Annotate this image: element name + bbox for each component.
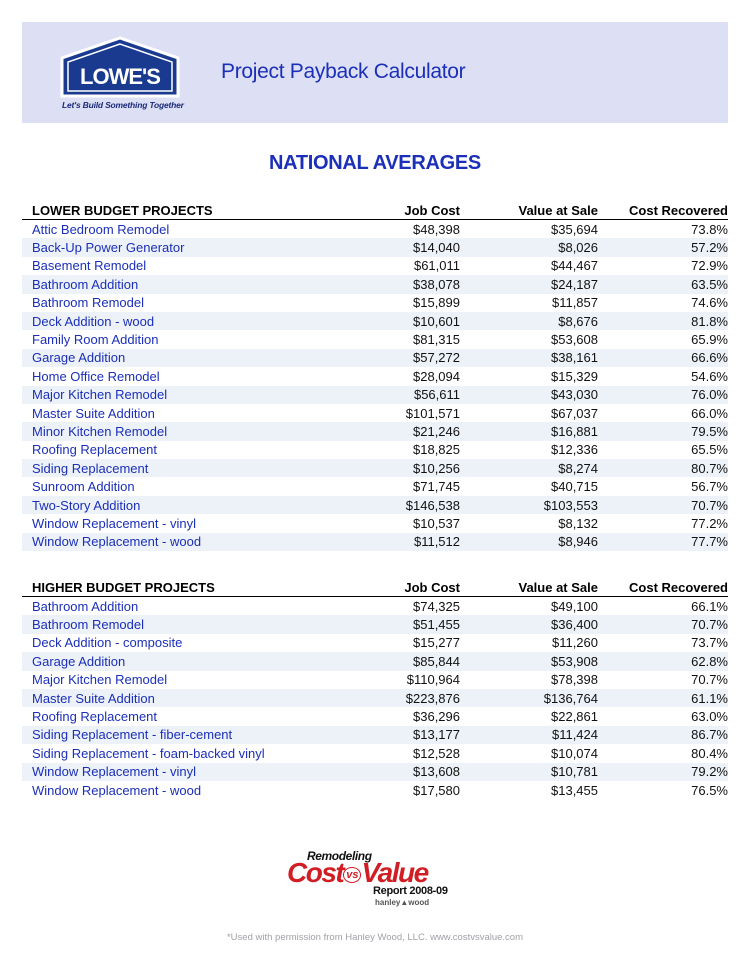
- cost-recovered-cell: 73.8%: [691, 221, 728, 237]
- section-heading: NATIONAL AVERAGES: [269, 152, 481, 174]
- project-link[interactable]: Window Replacement - vinyl: [32, 515, 197, 531]
- project-link[interactable]: Basement Remodel: [32, 258, 147, 274]
- value-at-sale-cell: $24,187: [551, 276, 598, 292]
- project-link[interactable]: Bathroom Addition: [32, 598, 139, 614]
- column-header-cost-recovered: Cost Recovered: [629, 580, 728, 595]
- job-cost-cell: $28,094: [413, 368, 460, 384]
- job-cost-cell: $51,455: [413, 617, 460, 633]
- cost-recovered-cell: 63.5%: [691, 276, 728, 292]
- column-header-value-at-sale: Value at Sale: [518, 203, 598, 218]
- cost-recovered-cell: 80.7%: [691, 460, 728, 476]
- job-cost-cell: $14,040: [413, 240, 460, 256]
- project-link[interactable]: Two-Story Addition: [32, 497, 141, 513]
- value-at-sale-cell: $22,861: [551, 709, 598, 725]
- project-link[interactable]: Master Suite Addition: [32, 690, 155, 706]
- cost-recovered-cell: 77.2%: [691, 515, 728, 531]
- table-row: [22, 441, 728, 459]
- cost-recovered-cell: 70.7%: [691, 497, 728, 513]
- logo-report-year: Report 2008-09: [373, 885, 448, 897]
- value-at-sale-cell: $10,781: [551, 764, 598, 780]
- lower-budget-table: [22, 202, 728, 551]
- table-row: [22, 422, 728, 440]
- table-row: [22, 367, 728, 385]
- value-at-sale-cell: $8,026: [558, 240, 598, 256]
- project-link[interactable]: Attic Bedroom Remodel: [32, 221, 170, 237]
- cost-recovered-cell: 73.7%: [691, 635, 728, 651]
- cost-vs-value-logo[interactable]: [287, 849, 463, 909]
- header-band: [22, 22, 728, 123]
- table-row: [22, 459, 728, 477]
- logo-hanley-wood: hanley▲wood: [375, 898, 430, 907]
- cost-recovered-cell: 72.9%: [691, 258, 728, 274]
- higher-budget-table: [22, 579, 728, 799]
- project-link[interactable]: Window Replacement - wood: [32, 534, 202, 550]
- table-row: [22, 689, 728, 707]
- column-header-value-at-sale: Value at Sale: [518, 580, 598, 595]
- project-link[interactable]: Deck Addition - composite: [32, 635, 183, 651]
- job-cost-cell: $57,272: [413, 350, 460, 366]
- value-at-sale-cell: $67,037: [551, 405, 598, 421]
- table-row: [22, 312, 728, 330]
- group-heading: HIGHER BUDGET PROJECTS: [32, 580, 215, 595]
- job-cost-cell: $110,964: [406, 672, 460, 688]
- project-link[interactable]: Deck Addition - wood: [32, 313, 155, 329]
- value-at-sale-cell: $13,455: [551, 782, 598, 798]
- job-cost-cell: $38,078: [413, 276, 460, 292]
- job-cost-cell: $15,277: [413, 635, 460, 651]
- lowes-logo[interactable]: [58, 36, 182, 116]
- logo-vs: vs: [343, 867, 361, 883]
- value-at-sale-cell: $12,336: [551, 442, 598, 458]
- cost-recovered-cell: 86.7%: [691, 727, 728, 743]
- cost-recovered-cell: 65.5%: [691, 442, 728, 458]
- cost-recovered-cell: 81.8%: [691, 313, 728, 329]
- value-at-sale-cell: $38,161: [551, 350, 598, 366]
- value-at-sale-cell: $11,424: [551, 727, 598, 743]
- cost-recovered-cell: 80.4%: [691, 745, 728, 761]
- logo-value: Value: [361, 857, 428, 888]
- job-cost-cell: $101,571: [405, 405, 460, 421]
- cost-recovered-cell: 79.5%: [691, 423, 728, 439]
- value-at-sale-cell: $43,030: [551, 387, 598, 403]
- job-cost-cell: $12,528: [413, 745, 460, 761]
- project-link[interactable]: Bathroom Remodel: [32, 295, 144, 311]
- project-link[interactable]: Siding Replacement - foam-backed vinyl: [32, 745, 265, 761]
- cost-recovered-cell: 63.0%: [691, 709, 728, 725]
- project-link[interactable]: Garage Addition: [32, 350, 126, 366]
- cost-recovered-cell: 74.6%: [691, 295, 728, 311]
- value-at-sale-cell: $49,100: [551, 598, 598, 614]
- job-cost-cell: $48,398: [413, 221, 460, 237]
- job-cost-cell: $74,325: [413, 598, 460, 614]
- project-link[interactable]: Window Replacement - wood: [32, 782, 202, 798]
- permission-note: *Used with permission from Hanley Wood, LLC. www.costvsvalue.com: [226, 932, 524, 943]
- table-row: [22, 652, 728, 670]
- cost-recovered-cell: 70.7%: [691, 617, 728, 633]
- table-row: [22, 404, 728, 422]
- job-cost-cell: $21,246: [413, 423, 460, 439]
- table-body: [22, 220, 728, 551]
- project-link[interactable]: Window Replacement - vinyl: [32, 764, 197, 780]
- value-at-sale-cell: $16,881: [551, 423, 598, 439]
- value-at-sale-cell: $11,260: [551, 635, 598, 651]
- cost-recovered-cell: 62.8%: [691, 653, 728, 669]
- job-cost-cell: $223,876: [405, 690, 460, 706]
- job-cost-cell: $81,315: [413, 332, 460, 348]
- value-at-sale-cell: $10,074: [551, 745, 598, 761]
- job-cost-cell: $61,011: [413, 258, 460, 274]
- table-row: [22, 781, 728, 799]
- value-at-sale-cell: $78,398: [551, 672, 598, 688]
- value-at-sale-cell: $8,946: [558, 534, 598, 550]
- job-cost-cell: $10,256: [413, 460, 460, 476]
- cost-recovered-cell: 54.6%: [691, 368, 728, 384]
- table-row: [22, 330, 728, 348]
- job-cost-cell: $17,580: [413, 782, 460, 798]
- value-at-sale-cell: $44,467: [551, 258, 598, 274]
- group-heading: LOWER BUDGET PROJECTS: [32, 203, 213, 218]
- job-cost-cell: $146,538: [405, 497, 460, 513]
- value-at-sale-cell: $8,274: [558, 460, 598, 476]
- job-cost-cell: $18,825: [413, 442, 460, 458]
- column-header-job-cost: Job Cost: [404, 580, 460, 595]
- value-at-sale-cell: $8,132: [558, 515, 598, 531]
- table-row: [22, 238, 728, 256]
- job-cost-cell: $56,611: [413, 387, 460, 403]
- table-row: [22, 763, 728, 781]
- job-cost-cell: $15,899: [413, 295, 460, 311]
- project-link[interactable]: Roofing Replacement: [32, 709, 158, 725]
- logo-cost: Cost: [287, 857, 344, 888]
- table-header: [22, 202, 728, 220]
- table-row: [22, 349, 728, 367]
- cost-recovered-cell: 70.7%: [691, 672, 728, 688]
- cost-recovered-cell: 79.2%: [691, 764, 728, 780]
- table-header: [22, 579, 728, 597]
- project-link[interactable]: Master Suite Addition: [32, 405, 155, 421]
- project-link[interactable]: Home Office Remodel: [32, 368, 160, 384]
- value-at-sale-cell: $8,676: [558, 313, 598, 329]
- job-cost-cell: $13,177: [413, 727, 460, 743]
- page-title: Project Payback Calculator: [221, 60, 466, 83]
- value-at-sale-cell: $11,857: [551, 295, 598, 311]
- table-row: [22, 597, 728, 615]
- project-link[interactable]: Roofing Replacement: [32, 442, 158, 458]
- job-cost-cell: $36,296: [413, 709, 460, 725]
- table-row: [22, 275, 728, 293]
- value-at-sale-cell: $35,694: [551, 221, 598, 237]
- project-link[interactable]: Bathroom Addition: [32, 276, 139, 292]
- project-link[interactable]: Garage Addition: [32, 653, 126, 669]
- table-body: [22, 597, 728, 799]
- table-row: [22, 726, 728, 744]
- cost-recovered-cell: 66.1%: [691, 598, 728, 614]
- value-at-sale-cell: $53,908: [551, 653, 598, 669]
- project-link[interactable]: Family Room Addition: [32, 332, 159, 348]
- cost-recovered-cell: 76.0%: [691, 387, 728, 403]
- value-at-sale-cell: $53,608: [551, 332, 598, 348]
- table-row: [22, 671, 728, 689]
- table-row: [22, 294, 728, 312]
- lowes-logo-icon: [58, 36, 182, 98]
- cost-recovered-cell: 77.7%: [691, 534, 728, 550]
- project-link[interactable]: Back-Up Power Generator: [32, 240, 185, 256]
- table-row: [22, 514, 728, 532]
- value-at-sale-cell: $103,553: [543, 497, 598, 513]
- project-link[interactable]: Minor Kitchen Remodel: [32, 423, 168, 439]
- table-row: [22, 707, 728, 725]
- table-row: [22, 496, 728, 514]
- logo-tagline: Let's Build Something Together: [62, 100, 184, 110]
- project-link[interactable]: Siding Replacement: [32, 460, 149, 476]
- value-at-sale-cell: $136,764: [543, 690, 598, 706]
- logo-remodeling: Remodeling: [307, 849, 372, 863]
- table-row: [22, 477, 728, 495]
- value-at-sale-cell: $36,400: [551, 617, 598, 633]
- table-row: [22, 386, 728, 404]
- job-cost-cell: $10,537: [413, 515, 460, 531]
- job-cost-cell: $71,745: [413, 479, 460, 495]
- project-link[interactable]: Siding Replacement - fiber-cement: [32, 727, 233, 743]
- job-cost-cell: $13,608: [413, 764, 460, 780]
- column-header-cost-recovered: Cost Recovered: [629, 203, 728, 218]
- project-link[interactable]: Major Kitchen Remodel: [32, 387, 168, 403]
- cost-recovered-cell: 61.1%: [691, 690, 728, 706]
- job-cost-cell: $11,512: [413, 534, 460, 550]
- project-link[interactable]: Bathroom Remodel: [32, 617, 144, 633]
- job-cost-cell: $10,601: [413, 313, 460, 329]
- job-cost-cell: $85,844: [413, 653, 460, 669]
- cost-recovered-cell: 65.9%: [691, 332, 728, 348]
- cost-recovered-cell: 56.7%: [691, 479, 728, 495]
- column-header-job-cost: Job Cost: [404, 203, 460, 218]
- cost-recovered-cell: 66.0%: [691, 405, 728, 421]
- value-at-sale-cell: $15,329: [551, 368, 598, 384]
- cost-recovered-cell: 76.5%: [691, 782, 728, 798]
- table-row: [22, 533, 728, 551]
- project-link[interactable]: Major Kitchen Remodel: [32, 672, 168, 688]
- cost-recovered-cell: 66.6%: [691, 350, 728, 366]
- table-row: [22, 744, 728, 762]
- project-link[interactable]: Sunroom Addition: [32, 479, 135, 495]
- table-row: [22, 257, 728, 275]
- logo-text: LOWE'S: [80, 64, 160, 89]
- value-at-sale-cell: $40,715: [551, 479, 598, 495]
- cost-recovered-cell: 57.2%: [691, 240, 728, 256]
- table-row: [22, 634, 728, 652]
- table-row: [22, 615, 728, 633]
- table-row: [22, 220, 728, 238]
